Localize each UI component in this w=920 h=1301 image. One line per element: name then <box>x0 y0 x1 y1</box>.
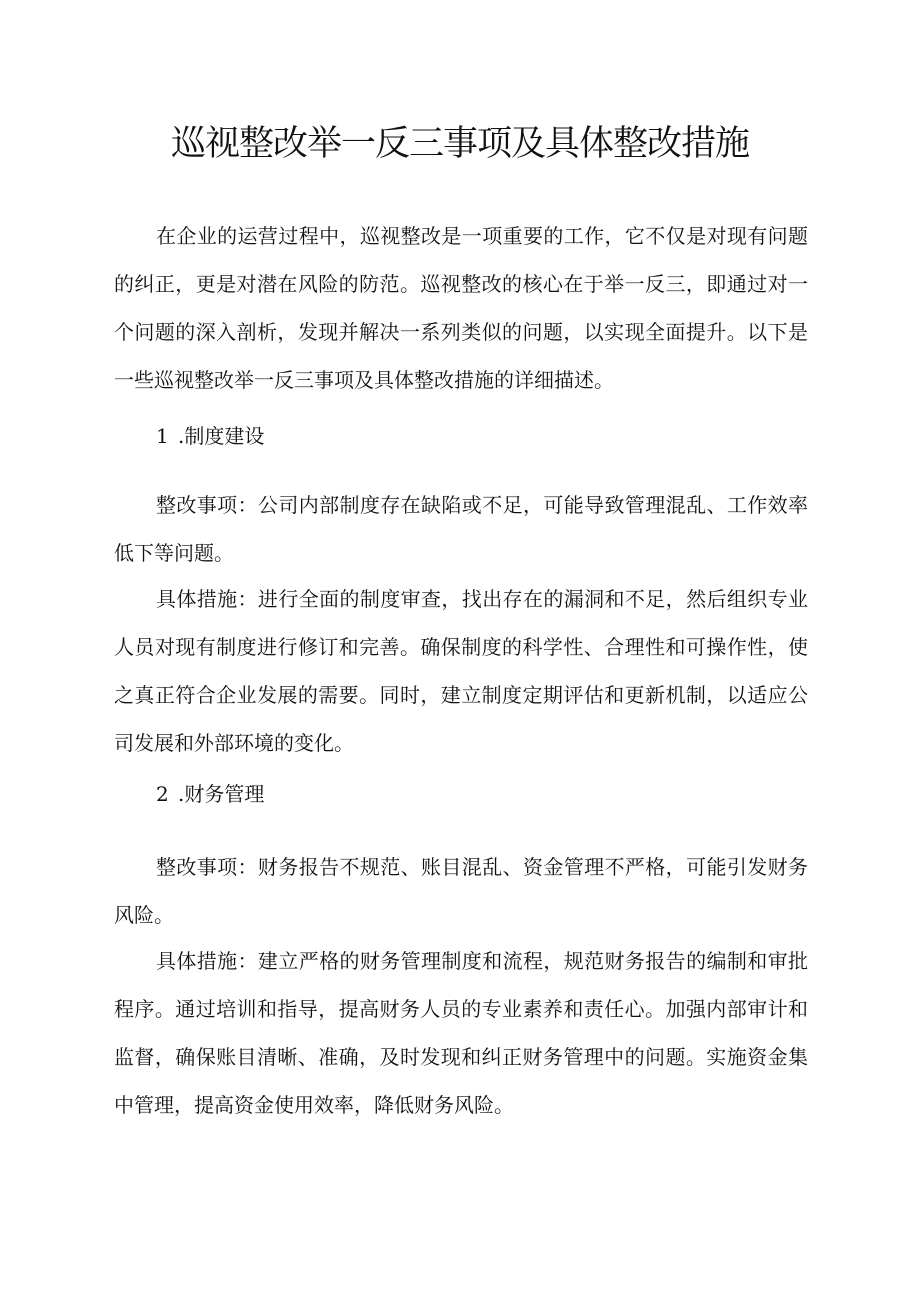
document-title: 巡视整改举一反三事项及具体整改措施 <box>170 124 749 164</box>
section-heading-text: .制度建设 <box>178 424 265 448</box>
section-number: 2 <box>156 782 169 806</box>
section-2-measures: 具体措施：建立严格的财务管理制度和流程，规范财务报告的编制和审批程序。通过培训和指导，提高财务人员的专业素养和责任心。加强内部审计和监督，确保账目清晰、准确，及时发现和纠正财务管理中的问题。实施资金集中管理，提高资金使用效率，降低财务风险。 <box>114 949 808 1117</box>
section-heading-1 <box>156 412 264 460</box>
section-number: 1 <box>156 424 169 448</box>
section-heading-2 <box>156 770 264 818</box>
intro-paragraph: 在企业的运营过程中，巡视整改是一项重要的工作，它不仅是对现有问题的纠正，更是对潜在风险的防范。巡视整改的核心在于举一反三，即通过对一个问题的深入剖析，发现并解决一系列类似的问题，以实现全面提升。以下是一些巡视整改举一反三事项及具体整改措施的详细描述。 <box>114 224 808 392</box>
section-1-issue: 整改事项：公司内部制度存在缺陷或不足，可能导致管理混乱、工作效率低下等问题。 <box>114 493 808 565</box>
section-2-issue: 整改事项：财务报告不规范、账目混乱、资金管理不严格，可能引发财务风险。 <box>114 855 808 927</box>
section-heading-text: .财务管理 <box>178 782 265 806</box>
section-1-measures: 具体措施：进行全面的制度审查，找出存在的漏洞和不足，然后组织专业人员对现有制度进行修订和完善。确保制度的科学性、合理性和可操作性，使之真正符合企业发展的需要。同时，建立制度定期评估和更新机制，以适应公司发展和外部环境的变化。 <box>114 587 808 755</box>
